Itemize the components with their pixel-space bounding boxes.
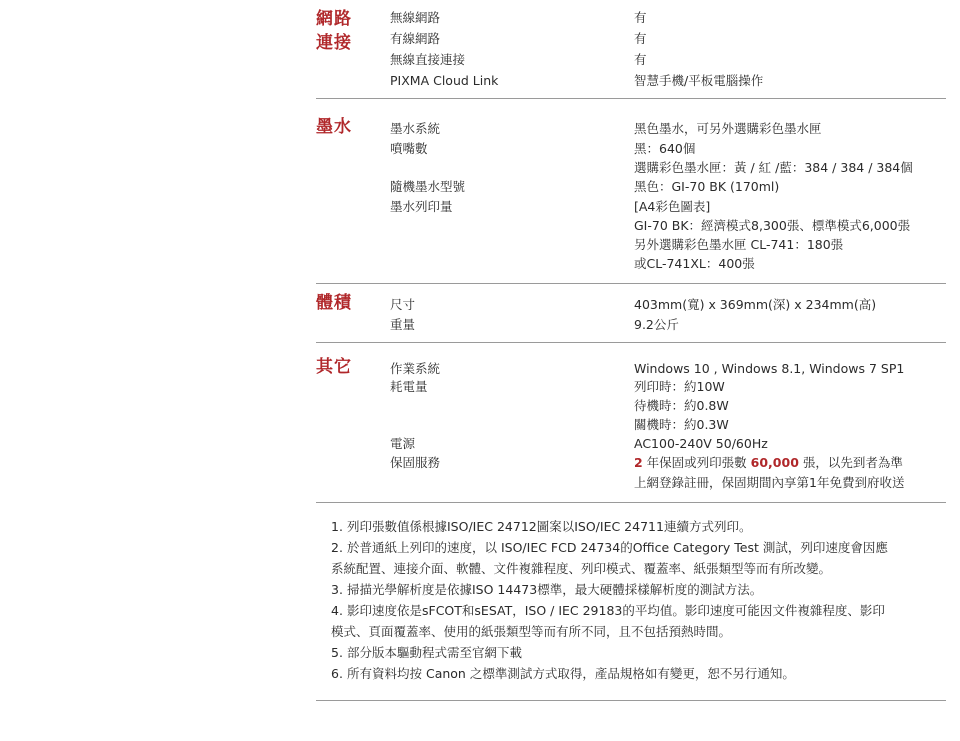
spec-value: AC100-240V 50/60Hz — [634, 436, 768, 451]
spec-value: 403mm(寬) x 369mm(深) x 234mm(高) — [634, 297, 877, 312]
spec-label: 電源 — [390, 436, 416, 451]
warranty-value — [634, 452, 903, 473]
spec-label: 墨水列印量 — [390, 199, 453, 214]
spec-value: 有 — [634, 10, 647, 25]
footnote-text: 列印張數值係根據ISO/IEC 24712圖案以ISO/IEC 24711連續方式列印。 — [347, 519, 752, 534]
spec-value: Windows 10 , Windows 8.1, Windows 7 SP1 — [634, 361, 905, 376]
footnote-number: 5. — [331, 645, 343, 660]
footnote-number: 2. — [331, 540, 343, 555]
divider — [316, 700, 946, 701]
spec-label: PIXMA Cloud Link — [390, 73, 499, 88]
spec-value: 黑色：GI-70 BK (170ml) — [634, 179, 780, 194]
footnote-text: 掃描光學解析度是依據ISO 14473標準，最大硬體採樣解析度的測試方法。 — [347, 582, 763, 597]
divider — [316, 98, 946, 99]
spec-label: 尺寸 — [390, 297, 416, 312]
network-category-line2: 連接 — [316, 33, 352, 53]
footnotes — [331, 516, 941, 684]
footnote-number: 6. — [331, 666, 343, 681]
spec-label: 重量 — [390, 317, 416, 332]
spec-value: 黑色墨水，可另外選購彩色墨水匣 — [634, 121, 822, 136]
spec-value: [A4彩色圖表] — [634, 199, 711, 214]
footnote-text: 模式、頁面覆蓋率、使用的紙張類型等而有所不同，且不包括預熱時間。 — [331, 624, 732, 639]
divider — [316, 502, 946, 503]
spec-value: 黑：640個 — [634, 141, 696, 156]
network-category-line1: 網路 — [316, 9, 352, 29]
footnote-text: 影印速度依是sFCOT和sESAT，ISO / IEC 29183的平均值。影印速度可能因文件複雜程度、影印 — [347, 603, 885, 618]
warranty-text: 年保固或列印張數 — [642, 455, 751, 470]
spec-value: 有 — [634, 52, 647, 67]
spec-label: 墨水系統 — [390, 121, 441, 136]
footnote-number: 3. — [331, 582, 343, 597]
footnote-text: 部分版本驅動程式需至官網下載 — [347, 645, 523, 660]
spec-value: 或CL-741XL：400張 — [634, 256, 755, 271]
spec-label: 耗電量 — [390, 379, 428, 394]
footnote-number: 1. — [331, 519, 343, 534]
footnote-item — [331, 537, 941, 558]
warranty-pages: 60,000 — [750, 455, 799, 470]
spec-label: 無線網路 — [390, 10, 441, 25]
spec-label: 作業系統 — [390, 361, 441, 376]
divider — [316, 342, 946, 343]
spec-value: 關機時：約0.3W — [634, 417, 729, 432]
spec-value: 待機時：約0.8W — [634, 398, 729, 413]
warranty-text: 張，以先到者為準 — [798, 455, 903, 470]
warranty-years: 2 — [634, 455, 643, 470]
spec-label: 噴嘴數 — [390, 141, 428, 156]
footnote-item — [331, 579, 941, 600]
spec-label: 隨機墨水型號 — [390, 179, 466, 194]
spec-value: 有 — [634, 31, 647, 46]
footnote-item — [331, 663, 941, 684]
spec-value: 9.2公斤 — [634, 317, 679, 332]
footnote-text: 於普通紙上列印的速度，以 ISO/IEC FCD 24734的Office Category Test 測試，列印速度會因應 — [347, 540, 888, 555]
spec-value: 列印時：約10W — [634, 379, 725, 394]
footnote-text: 所有資料均按 Canon 之標準測試方式取得，產品規格如有變更，恕不另行通知。 — [347, 666, 795, 681]
warranty-registration: 上網登錄註冊，保固期間內享第1年免費到府收送 — [634, 475, 905, 490]
spec-value: GI-70 BK：經濟模式8,300張、標準模式6,000張 — [634, 218, 911, 233]
footnote-item — [331, 516, 941, 537]
footnote-number: 4. — [331, 603, 343, 618]
spec-value: 另外選購彩色墨水匣 CL-741：180張 — [634, 237, 844, 252]
spec-value: 智慧手機/平板電腦操作 — [634, 73, 764, 88]
footnote-text: 系統配置、連接介面、軟體、文件複雜程度、列印模式、覆蓋率、紙張類型等而有所改變。 — [331, 561, 832, 576]
spec-label: 有線網路 — [390, 31, 441, 46]
spec-value: 選購彩色墨水匣：黃 / 紅 /藍：384 / 384 / 384個 — [634, 160, 913, 175]
footnote-item — [331, 600, 941, 621]
spec-label: 保固服務 — [390, 455, 441, 470]
spec-label: 無線直接連接 — [390, 52, 466, 67]
other-category: 其它 — [316, 357, 352, 377]
divider — [316, 283, 946, 284]
volume-category: 體積 — [316, 293, 352, 313]
footnote-item — [331, 642, 941, 663]
ink-category: 墨水 — [316, 117, 352, 137]
